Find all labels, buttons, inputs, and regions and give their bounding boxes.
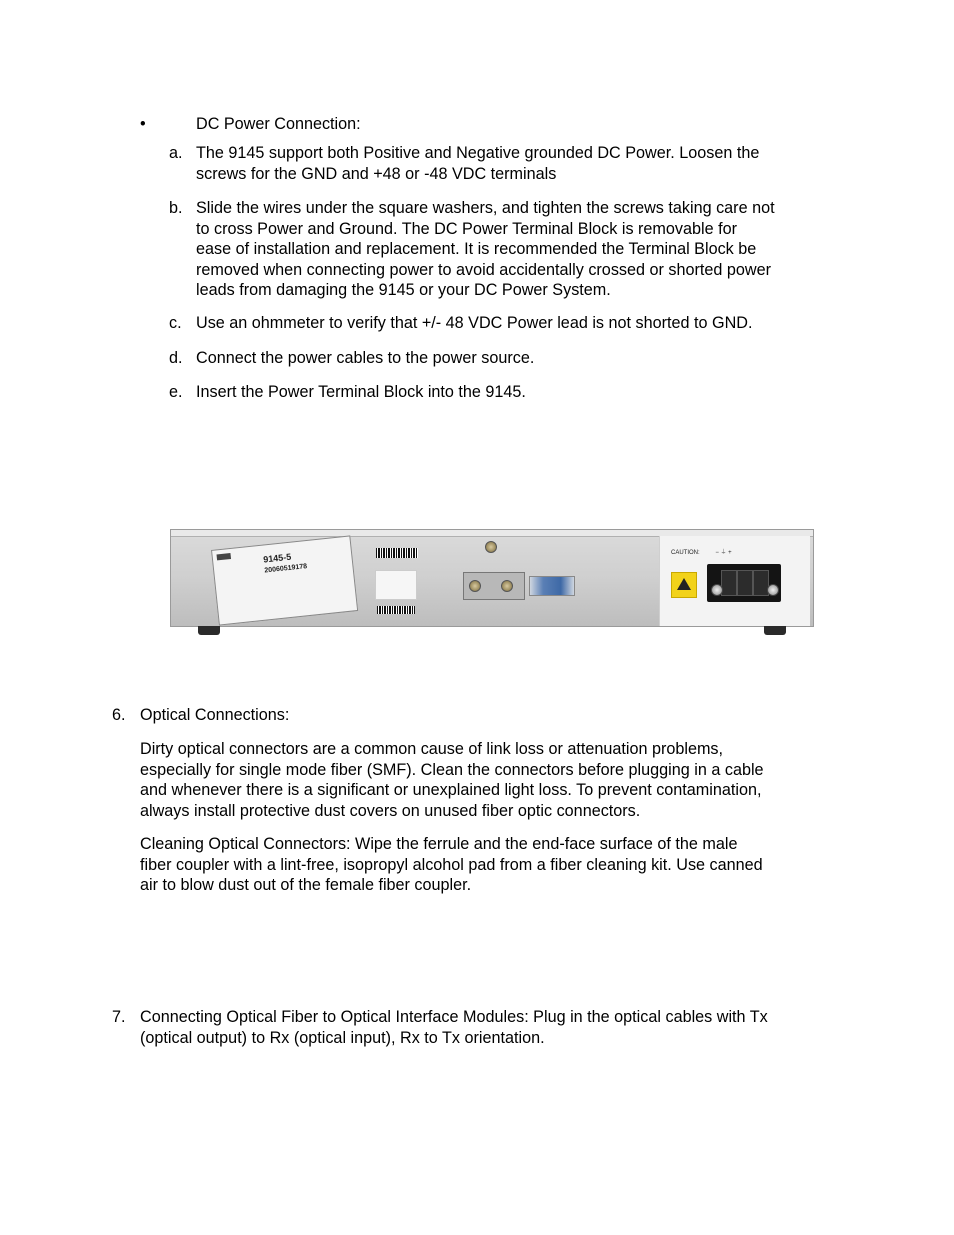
device-foot: [198, 626, 220, 635]
text-line: and whenever there is a significant or unexplained light loss. To prevent contamination,: [140, 781, 762, 799]
screw-icon: [469, 580, 481, 592]
fuse: [529, 576, 575, 596]
text-line: to cross Power and Ground. The DC Power Terminal Block is removable for: [196, 219, 738, 238]
step-d-marker: d.: [169, 349, 183, 367]
text-line: ease of installation and replacement. It is recommended the Terminal Block be: [196, 240, 757, 258]
screw-icon: [501, 580, 513, 592]
barcode: [376, 548, 418, 558]
text-line: Slide the wires under the square washers, and tighten the screws taking care not: [196, 199, 775, 217]
device-rear-panel-image: [170, 529, 814, 637]
label-serial: 20060519178: [264, 563, 308, 575]
screw-icon: [485, 541, 497, 553]
product-label: [211, 535, 358, 625]
item-7-number: 7.: [112, 1008, 126, 1026]
label-logo: [216, 553, 231, 560]
optical-paragraph-1: [140, 739, 764, 821]
device-foot: [764, 626, 786, 635]
step-c-text: [196, 313, 752, 334]
step-e-marker: e.: [169, 383, 183, 401]
optical-paragraph-2: [140, 834, 763, 896]
text-line: leads from damaging the 9145 or your DC Power System.: [196, 281, 611, 299]
terminal-slot: [721, 570, 737, 596]
polarity-marks: − ⏚ +: [715, 550, 732, 556]
label-model: 9145-5: [262, 551, 292, 565]
text-line: Insert the Power Terminal Block into the 9145.: [196, 383, 526, 401]
text-line: Use an ohmmeter to verify that +/- 48 VDC Power lead is not shorted to GND.: [196, 314, 753, 332]
screw-icon: [767, 584, 779, 596]
dc-power-heading: DC Power Connection:: [196, 115, 361, 133]
text-line: The 9145 support both Positive and Negative grounded DC Power. Loosen the: [196, 144, 760, 162]
terminal-slot: [737, 570, 753, 596]
step-e-text: [196, 382, 526, 403]
software-sticker: [375, 570, 417, 600]
text-line: fiber coupler with a lint-free, isopropyl alcohol pad from a fiber cleaning kit. Use canned: [140, 855, 763, 874]
text-line: Connecting Optical Fiber to Optical Interface Modules: Plug in the optical cables with Tx: [140, 1008, 768, 1026]
text-line: Cleaning Optical Connectors: Wipe the ferrule and the end-face surface of the male: [140, 835, 738, 853]
caution-text: CAUTION:: [671, 550, 700, 556]
text-line: air to blow dust out of the female fiber coupler.: [140, 876, 472, 894]
text-line: Dirty optical connectors are a common cause of link loss or attenuation problems,: [140, 740, 724, 758]
step-a-text: [196, 143, 759, 184]
text-line: Connect the power cables to the power source.: [196, 349, 535, 367]
text-line: especially for single mode fiber (SMF). Clean the connectors before plugging in a cable: [140, 760, 764, 779]
item-6-number: 6.: [112, 706, 126, 724]
screw-icon: [711, 584, 723, 596]
step-c-marker: c.: [169, 314, 182, 332]
text-line: removed when connecting power to avoid accidentally crossed or shorted power: [196, 260, 771, 279]
text-line: (optical output) to Rx (optical input), Rx to Tx orientation.: [140, 1028, 545, 1047]
esd-warning-icon: [671, 572, 697, 598]
fiber-text: [140, 1007, 768, 1048]
step-b-marker: b.: [169, 199, 183, 217]
caution-label: [671, 550, 732, 557]
step-b-text: [196, 198, 775, 301]
text-line: screws for the GND and +48 or -48 VDC terminals: [196, 164, 557, 183]
bullet: •: [140, 115, 146, 133]
power-terminal-block: [707, 564, 781, 602]
optical-heading: Optical Connections:: [140, 706, 290, 724]
step-a-marker: a.: [169, 144, 183, 162]
step-d-text: [196, 348, 534, 369]
text-line: always install protective dust covers on unused fiber optic connectors.: [140, 801, 641, 820]
chassis: [170, 529, 814, 627]
barcode: [377, 606, 415, 614]
